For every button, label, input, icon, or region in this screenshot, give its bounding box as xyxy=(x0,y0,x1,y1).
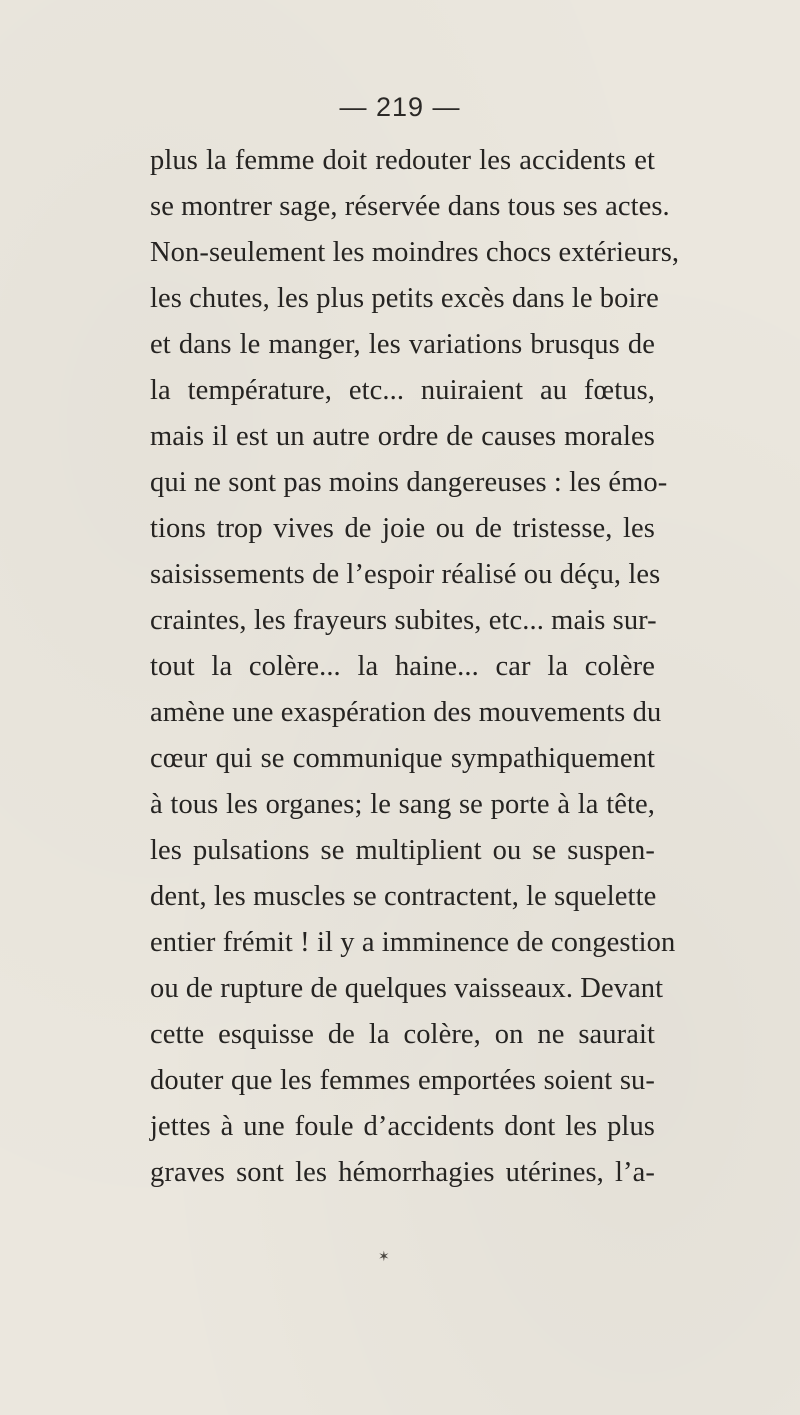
text-line: amène une exaspération des mouvements du xyxy=(150,697,662,728)
text-line: à tous les organes; le sang se porte à la tête, xyxy=(150,789,655,820)
text-line: entier frémit ! il y a imminence de congestion xyxy=(150,927,676,958)
text-line: et dans le manger, les variations brusqus de xyxy=(150,329,655,360)
text-line: douter que les femmes emportées soient su- xyxy=(150,1065,655,1096)
text-line: se montrer sage, réservée dans tous ses actes. xyxy=(150,191,670,222)
text-line: cœur qui se communique sympathiquement xyxy=(150,743,655,774)
text-line: qui ne sont pas moins dangereuses : les émo- xyxy=(150,467,668,498)
text-line: craintes, les frayeurs subites, etc... mais sur- xyxy=(150,605,657,636)
text-line: tout la colère... la haine... car la colère xyxy=(150,651,655,682)
text-line: plus la femme doit redouter les accidents et xyxy=(150,145,655,176)
text-line: la température, etc... nuiraient au fœtus, xyxy=(150,375,655,406)
text-line: dent, les muscles se contractent, le squelette xyxy=(150,881,657,912)
text-line: les pulsations se multiplient ou se suspen- xyxy=(150,835,655,866)
text-line: les chutes, les plus petits excès dans le boire xyxy=(150,283,659,314)
text-line: jettes à une foule d’accidents dont les plus xyxy=(150,1111,655,1142)
body-text xyxy=(150,138,680,1196)
text-line: ou de rupture de quelques vaisseaux. Devant xyxy=(150,973,664,1004)
page-number: — 219 — xyxy=(339,92,461,122)
text-line: mais il est un autre ordre de causes morales xyxy=(150,421,655,452)
text-line: Non-seulement les moindres chocs extérieurs, xyxy=(150,237,680,268)
ink-speck-icon: ✶ xyxy=(378,1250,390,1265)
text-line: graves sont les hémorrhagies utérines, l’a- xyxy=(150,1157,655,1188)
text-line: saisissements de l’espoir réalisé ou déçu, les xyxy=(150,559,661,590)
text-line: cette esquisse de la colère, on ne saurait xyxy=(150,1019,655,1050)
text-line: tions trop vives de joie ou de tristesse, les xyxy=(150,513,655,544)
